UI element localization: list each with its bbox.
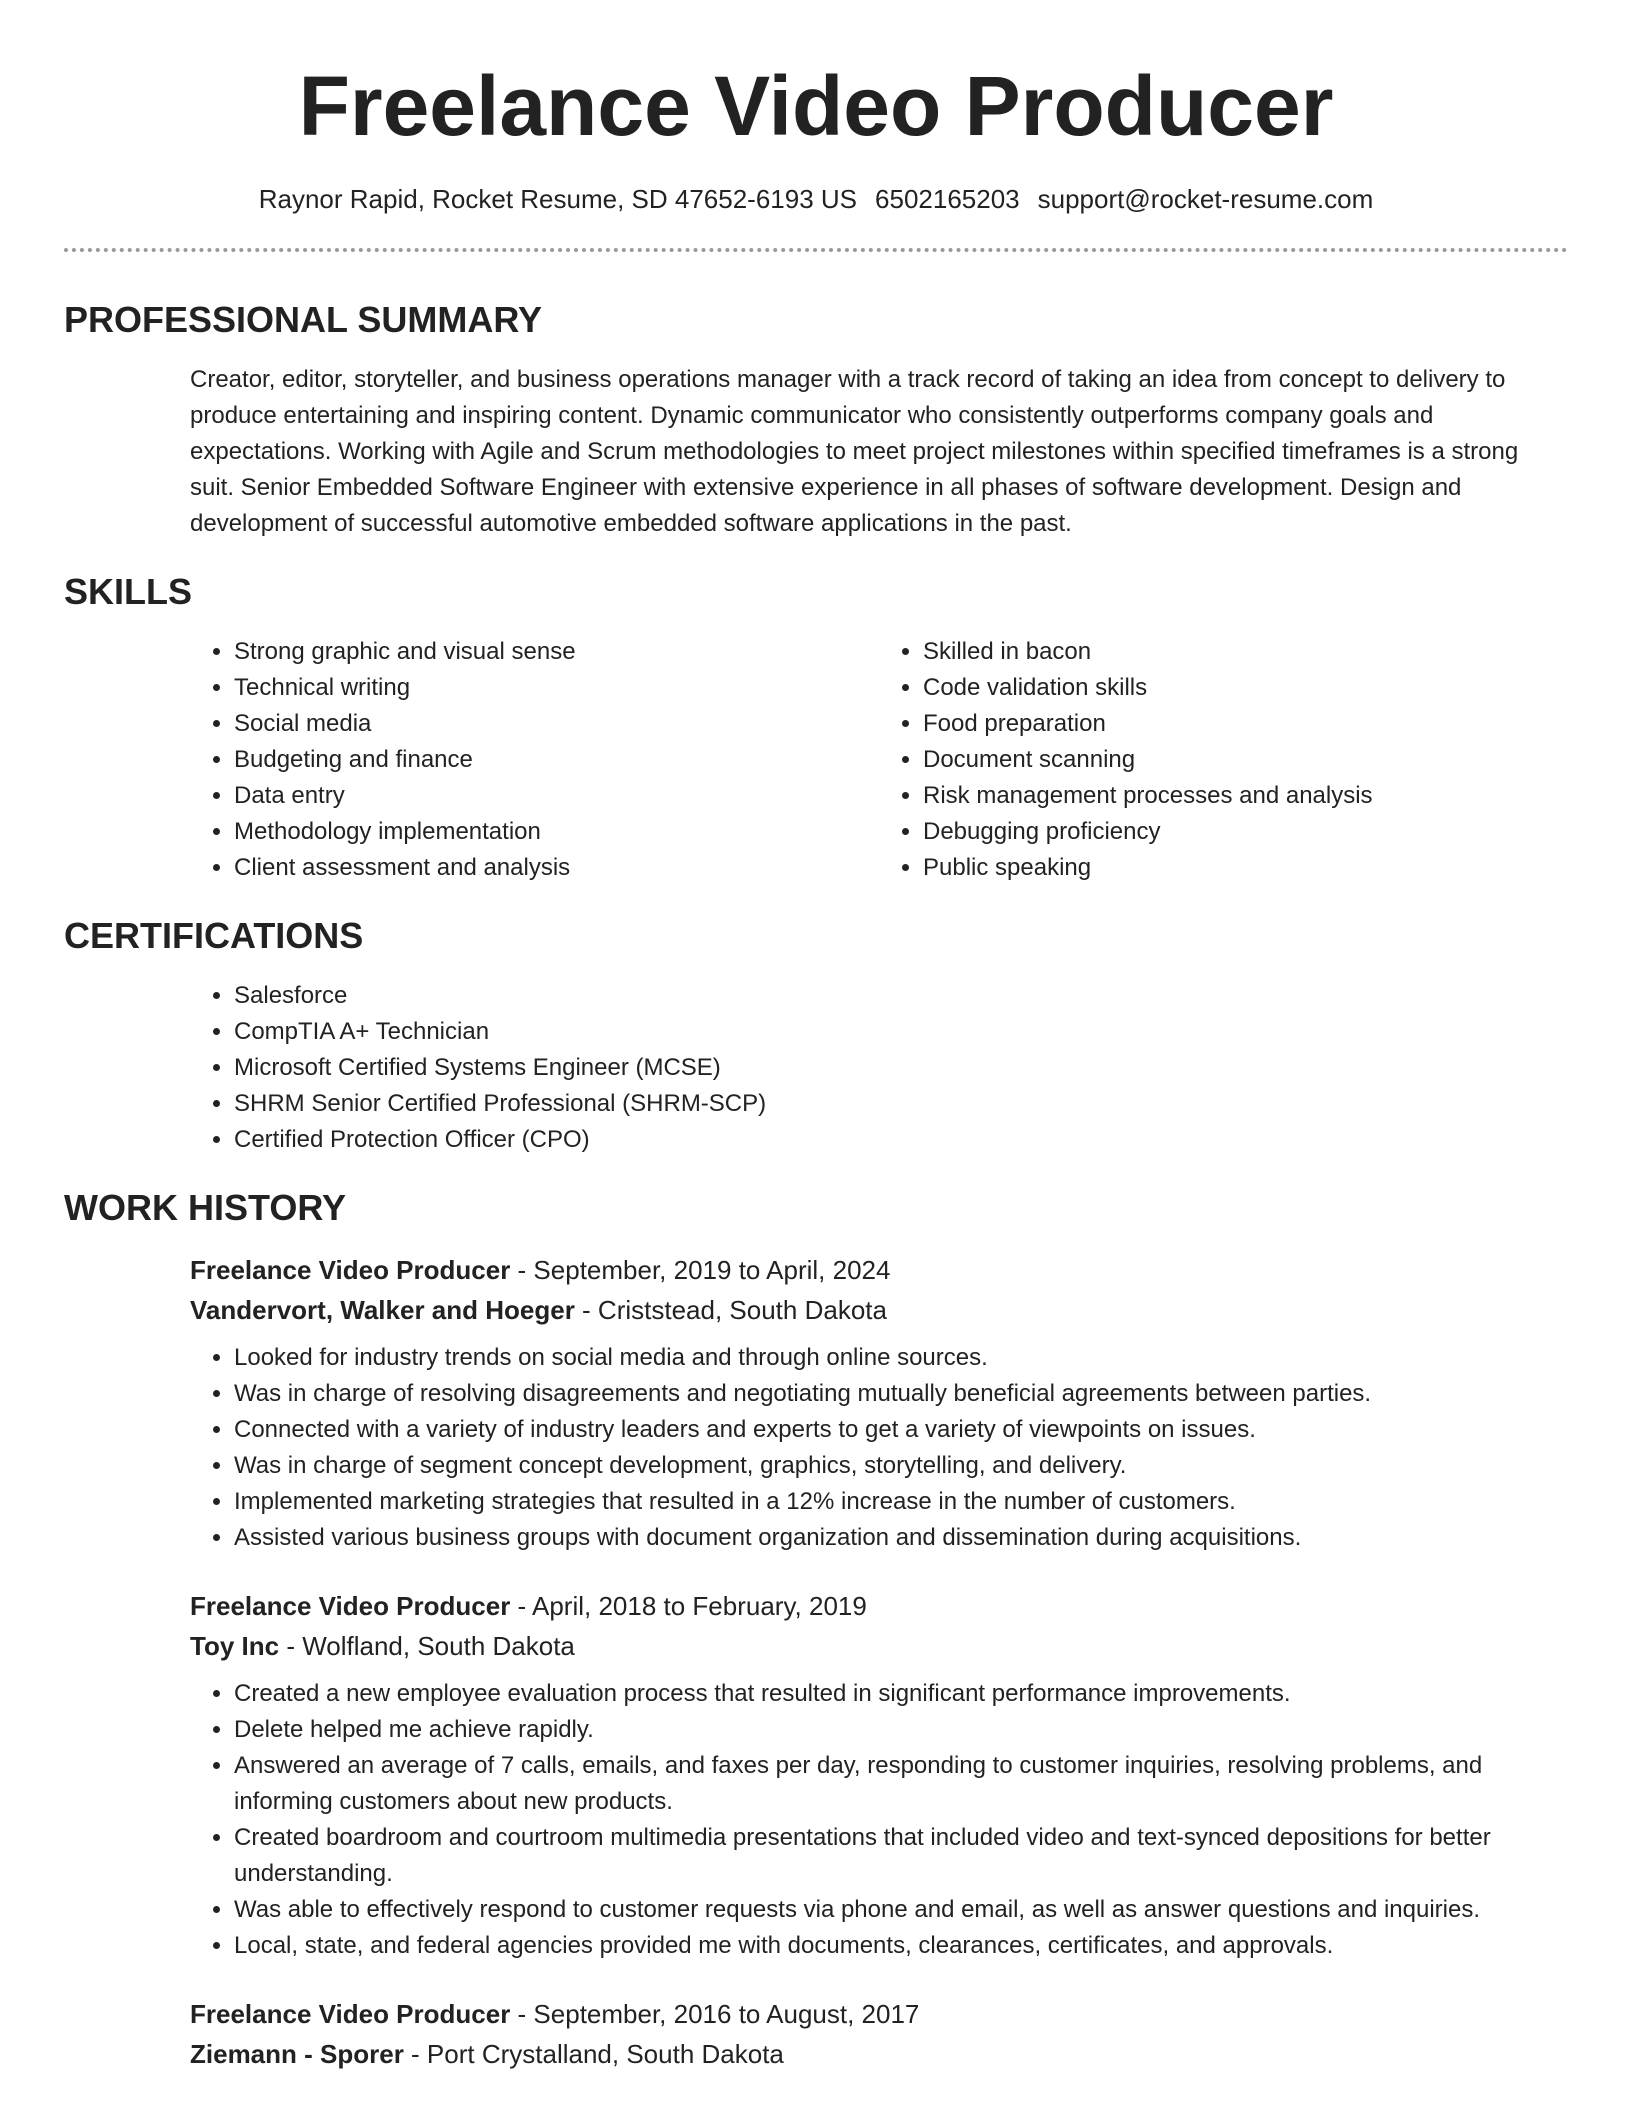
job-title-line: [190, 1994, 1568, 2034]
certification-item: • CompTIA A+ Technician: [234, 1014, 1568, 1050]
skill-item: • Methodology implementation: [234, 814, 879, 850]
work-history-heading: WORK HISTORY: [64, 1187, 347, 1228]
skill-item: • Food preparation: [923, 706, 1568, 742]
job-bullet: • Created boardroom and courtroom multimedia presentations that included video and text-synced depositions for better understanding.: [234, 1820, 1568, 1892]
job-entry: [190, 1586, 1568, 1964]
resume-name: Freelance Video Producer: [298, 59, 1334, 153]
job-bullet: • Implemented marketing strategies that resulted in a 12% increase in the number of customers.: [234, 1484, 1568, 1520]
job-company-line: [190, 2034, 1568, 2074]
contact-phone: 6502165203: [875, 184, 1020, 214]
job-dates: - September, 2016 to August, 2017: [510, 1999, 920, 2029]
job-entry: [190, 1994, 1568, 2074]
job-bullets: [190, 1340, 1568, 1556]
certifications-bullets: [190, 978, 1568, 1158]
job-role: Freelance Video Producer: [190, 1255, 511, 1285]
certification-item: • Salesforce: [234, 978, 1568, 1014]
certifications-heading: CERTIFICATIONS: [64, 915, 364, 956]
job-bullet: • Delete helped me achieve rapidly.: [234, 1712, 1568, 1748]
job-bullet: • Assisted various business groups with document organization and dissemination during acquisitions.: [234, 1520, 1568, 1556]
job-bullet: • Local, state, and federal agencies provided me with documents, clearances, certificates, and approvals.: [234, 1928, 1568, 1964]
job-company-line: [190, 1290, 1568, 1330]
job-dates: - September, 2019 to April, 2024: [510, 1255, 891, 1285]
job-bullet: • Looked for industry trends on social media and through online sources.: [234, 1340, 1568, 1376]
skill-item: • Public speaking: [923, 850, 1568, 886]
job-location: - Wolfland, South Dakota: [279, 1631, 575, 1661]
job-entry: [190, 1250, 1568, 1556]
skill-item: • Budgeting and finance: [234, 742, 879, 778]
summary-text: Creator, editor, storyteller, and business operations manager with a track record of taking an idea from concept to delivery to produce entertaining and inspiring content. Dynamic communicator who consistently outperforms company goals and expectations. Working with Agile and Scrum methodologies to meet project milestones within specified timeframes is a strong suit. Senior Embedded Software Engineer with extensive experience in all phases of software development. Design and development of successful automotive embedded software applications in the past.: [190, 366, 1519, 537]
skill-item: • Social media: [234, 706, 879, 742]
header-divider: [64, 248, 1568, 252]
job-company: Ziemann - Sporer: [190, 2039, 404, 2069]
summary-heading: PROFESSIONAL SUMMARY: [64, 299, 543, 340]
job-company-line: [190, 1626, 1568, 1666]
skill-item: • Client assessment and analysis: [234, 850, 879, 886]
skill-item: • Strong graphic and visual sense: [234, 634, 879, 670]
contact-line: [64, 182, 1568, 216]
skills-column-left: [190, 634, 879, 886]
skill-item: • Data entry: [234, 778, 879, 814]
certification-item: • Certified Protection Officer (CPO): [234, 1122, 1568, 1158]
job-bullet: • Was able to effectively respond to customer requests via phone and email, as well as answer questions and inquiries.: [234, 1892, 1568, 1928]
skills-column-right: [879, 634, 1568, 886]
contact-email: support@rocket-resume.com: [1037, 184, 1374, 214]
job-company: Toy Inc: [190, 1631, 280, 1661]
job-location: - Criststead, South Dakota: [574, 1295, 887, 1325]
certifications-list: [190, 978, 1568, 1158]
skill-item: • Code validation skills: [923, 670, 1568, 706]
job-location: - Port Crystalland, South Dakota: [403, 2039, 784, 2069]
job-company: Vandervort, Walker and Hoeger: [190, 1295, 575, 1325]
skill-item: • Risk management processes and analysis: [923, 778, 1568, 814]
job-bullets: [190, 1676, 1568, 1964]
certification-item: • SHRM Senior Certified Professional (SHRM-SCP): [234, 1086, 1568, 1122]
skill-item: • Technical writing: [234, 670, 879, 706]
job-dates: - April, 2018 to February, 2019: [510, 1591, 867, 1621]
certification-item: • Microsoft Certified Systems Engineer (MCSE): [234, 1050, 1568, 1086]
job-bullet: • Connected with a variety of industry leaders and experts to get a variety of viewpoints on issues.: [234, 1412, 1568, 1448]
contact-address: Raynor Rapid, Rocket Resume, SD 47652-6193 US: [258, 184, 858, 214]
skills-grid: [190, 634, 1568, 886]
skills-heading: SKILLS: [64, 571, 193, 612]
skill-item: • Skilled in bacon: [923, 634, 1568, 670]
job-bullet: • Was in charge of resolving disagreements and negotiating mutually beneficial agreements between parties.: [234, 1376, 1568, 1412]
job-bullet: • Answered an average of 7 calls, emails, and faxes per day, responding to customer inquiries, resolving problems, and informing customers about new products.: [234, 1748, 1568, 1820]
job-role: Freelance Video Producer: [190, 1999, 511, 2029]
job-title-line: [190, 1250, 1568, 1290]
skill-item: • Debugging proficiency: [923, 814, 1568, 850]
skill-item: • Document scanning: [923, 742, 1568, 778]
job-bullet: • Created a new employee evaluation process that resulted in significant performance improvements.: [234, 1676, 1568, 1712]
job-title-line: [190, 1586, 1568, 1626]
job-bullet: • Was in charge of segment concept development, graphics, storytelling, and delivery.: [234, 1448, 1568, 1484]
job-role: Freelance Video Producer: [190, 1591, 511, 1621]
